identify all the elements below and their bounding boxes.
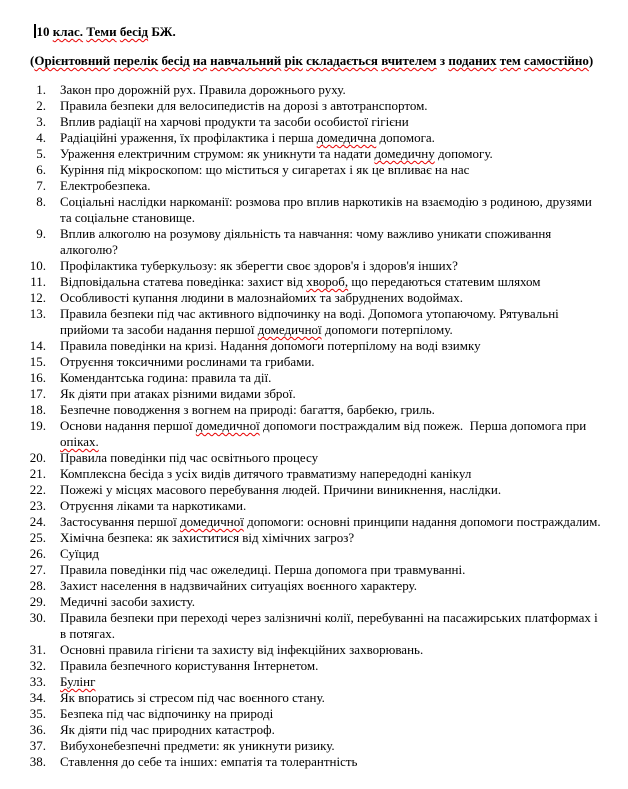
item-number: 29. [29, 594, 46, 609]
item-number: 38. [29, 754, 46, 769]
item-number: 21. [29, 466, 46, 481]
list-item [19, 386, 620, 402]
list-item [19, 546, 620, 562]
text-segment: Правила безпеки під час активного відпочинку на воді. Допомога утопаючому. Рятувальні [60, 306, 559, 321]
item-text [60, 466, 471, 482]
list-item [19, 562, 620, 578]
item-number: 11. [30, 274, 46, 289]
item-line [60, 706, 273, 722]
item-line [60, 610, 598, 626]
text-segment: Профілактика туберкульозу: як зберегти своє здоров'я і здоров'я інших? [60, 258, 458, 273]
text-segment: Правила безпечного користування Інтернетом. [60, 658, 319, 673]
item-text [60, 530, 354, 546]
list-item [19, 690, 620, 706]
item-line [60, 130, 435, 146]
item-number: 14. [29, 338, 46, 353]
item-text [60, 386, 296, 402]
misspelled-word: самостійно [524, 53, 589, 68]
item-line [60, 450, 318, 466]
item-text [60, 594, 195, 610]
list-item [19, 674, 620, 690]
item-text [60, 514, 601, 530]
item-line [60, 674, 95, 690]
item-number: 13. [29, 306, 46, 321]
misspelled-word: складається [306, 53, 378, 68]
item-text [60, 98, 428, 114]
item-line [60, 434, 586, 450]
list-item [19, 594, 620, 610]
item-number: 15. [29, 354, 46, 369]
text-segment: Хімічна безпека: як захиститися від хімічних загроз? [60, 530, 355, 545]
item-number: 31. [29, 642, 46, 657]
text-segment: 10 [36, 24, 53, 39]
item-number: 16. [29, 370, 46, 385]
text-segment: допомоги постраждалим від пожеж. Перша допомога при [259, 418, 587, 433]
text-segment: Основні правила гігієни та захисту від інфекційних захворювань. [60, 642, 424, 657]
item-line [60, 354, 315, 370]
item-number: 6. [36, 162, 46, 177]
item-text [60, 498, 246, 514]
item-number: 34. [29, 690, 46, 705]
text-segment: Електробезпека. [60, 178, 151, 193]
misspelled-word: домедичної [257, 322, 322, 337]
item-line [60, 626, 598, 642]
item-text [60, 370, 271, 386]
misspelled-word: клас. [52, 24, 84, 39]
item-line [60, 258, 458, 274]
list-item [19, 722, 620, 738]
item-text [60, 274, 541, 290]
item-line [60, 562, 465, 578]
item-text [60, 130, 435, 146]
text-segment: допомогу. [434, 146, 493, 161]
item-number: 22. [29, 482, 46, 497]
list-item [19, 226, 620, 258]
item-line [60, 754, 357, 770]
text-segment: Вплив алкоголю на розумову діяльність та навчання: чому важливо уникати споживання [60, 226, 552, 241]
item-text [60, 546, 99, 562]
text-segment: Ставлення до себе та інших: емпатія та толерантність [60, 754, 358, 769]
item-text [60, 226, 551, 258]
item-line [60, 82, 346, 98]
item-number: 3. [36, 114, 46, 129]
item-text [60, 562, 465, 578]
text-segment: допомоги потерпілому. [321, 322, 453, 337]
misspelled-word: бесід [161, 53, 190, 68]
item-line [60, 418, 586, 434]
item-line [60, 98, 428, 114]
text-segment: Безпека під час відпочинку на природі [60, 706, 274, 721]
text-segment: Як впоратись зі стресом під час воєнного стану. [60, 690, 325, 705]
text-segment: Суїцид [60, 546, 99, 561]
document-subtitle-text [30, 53, 593, 68]
item-text [60, 178, 151, 194]
item-text [60, 354, 315, 370]
text-segment: Застосування першої [60, 514, 180, 529]
item-line [60, 594, 195, 610]
list-item [19, 578, 620, 594]
text-segment: Правила безпеки для велосипедистів на дорозі з автотранспортом. [60, 98, 428, 113]
text-segment: що передаються статевим шляхом [348, 274, 541, 289]
item-text [60, 642, 423, 658]
item-text [60, 738, 335, 754]
list-item [19, 706, 620, 722]
misspelled-word: навчальний [210, 53, 282, 68]
text-segment: БЖ. [148, 24, 176, 39]
text-segment: Радіаційні ураження, їх профілактика і перша [60, 130, 317, 145]
list-item [19, 482, 620, 498]
item-line [60, 402, 435, 418]
list-item [19, 530, 620, 546]
item-text [60, 418, 586, 450]
text-segment: Куріння під мікроскопом: що міститься у сигаретах і як це впливає на нас [60, 162, 470, 177]
list-item [19, 370, 620, 386]
item-line [60, 274, 541, 290]
list-item [19, 450, 620, 466]
item-line [60, 370, 271, 386]
item-line [60, 242, 551, 258]
item-number: 10. [29, 258, 46, 273]
text-segment: Медичні засоби захисту. [60, 594, 196, 609]
list-item [19, 610, 620, 642]
text-segment: Захист населення в надзвичайних ситуаціях воєнного характеру. [60, 578, 417, 593]
item-line [60, 146, 493, 162]
item-line [60, 658, 318, 674]
text-segment: Ураження електричним струмом: як уникнути та надати [60, 146, 375, 161]
misspelled-word: домедичної [179, 514, 244, 529]
item-line [60, 738, 335, 754]
text-segment: алкоголю? [60, 242, 118, 257]
item-line [60, 466, 471, 482]
document-subtitle [30, 53, 620, 69]
item-text [60, 162, 469, 178]
list-item [19, 514, 620, 530]
list-item [19, 114, 620, 130]
misspelled-word: домедичну [374, 146, 435, 161]
list-item [19, 82, 620, 98]
item-text [60, 114, 409, 130]
list-item [19, 162, 620, 178]
text-segment: Соціальні наслідки наркоманії: розмова про вплив наркотиків на взаємодію з родиною, друзями [60, 194, 592, 209]
item-number: 8. [36, 194, 46, 209]
text-segment: Основи надання першої [60, 418, 196, 433]
document-title [34, 24, 620, 40]
text-segment: ( [30, 53, 35, 68]
item-number: 9. [36, 226, 46, 241]
item-number: 30. [29, 610, 46, 625]
text-segment: Безпечне поводження з вогнем на природі: багаття, барбекю, гриль. [60, 402, 435, 417]
misspelled-word: хвороб, [306, 274, 349, 289]
list-item [19, 418, 620, 450]
text-cursor [34, 24, 36, 38]
item-text [60, 290, 463, 306]
misspelled-word: Теми [86, 24, 117, 39]
item-number: 17. [29, 386, 46, 401]
misspelled-word: опіках. [60, 434, 99, 449]
list-item [19, 274, 620, 290]
text-segment: Комендантська година: правила та дії. [60, 370, 272, 385]
text-segment: Правила поведінки під час ожеледиці. Перша допомога при травмуванні. [60, 562, 466, 577]
item-number: 37. [29, 738, 46, 753]
item-text [60, 482, 501, 498]
item-text [60, 578, 417, 594]
item-number: 35. [29, 706, 46, 721]
item-text [60, 338, 481, 354]
misspelled-word: тем [499, 53, 521, 68]
item-line [60, 722, 275, 738]
item-number: 2. [36, 98, 46, 113]
list-item [19, 338, 620, 354]
text-segment: та соціальне становище. [60, 210, 195, 225]
item-number: 1. [36, 82, 46, 97]
item-line [60, 546, 99, 562]
item-line [60, 290, 463, 306]
item-line [60, 498, 246, 514]
item-line [60, 178, 151, 194]
text-segment: Відповідальна статева поведінка: захист від [60, 274, 307, 289]
item-line [60, 690, 325, 706]
text-segment: допомога. [376, 130, 435, 145]
item-line [60, 210, 592, 226]
item-line [60, 530, 354, 546]
item-text [60, 306, 559, 338]
text-segment: допомоги: основні принципи надання допомоги постраждалим. [243, 514, 601, 529]
item-text [60, 690, 325, 706]
item-text [60, 82, 346, 98]
misspelled-word: Орієнтовний [34, 53, 111, 68]
list-item [19, 754, 620, 770]
item-number: 25. [29, 530, 46, 545]
item-text [60, 402, 435, 418]
list-item [19, 642, 620, 658]
list-item [19, 98, 620, 114]
item-text [60, 258, 458, 274]
item-number: 24. [29, 514, 46, 529]
misspelled-word: домедичної [195, 418, 260, 433]
text-segment: Отруєння ліками та наркотиками. [60, 498, 247, 513]
list-item [19, 498, 620, 514]
item-line [60, 578, 417, 594]
item-text [60, 706, 273, 722]
misspelled-word: на [192, 53, 207, 68]
item-number: 32. [29, 658, 46, 673]
text-segment: Закон про дорожній рух. Правила дорожнього руху. [60, 82, 346, 97]
item-text [60, 194, 592, 226]
text-segment: Як діяти при атаках різними видами зброї. [60, 386, 296, 401]
item-text [60, 674, 95, 690]
item-number: 12. [29, 290, 46, 305]
item-line [60, 514, 601, 530]
list-item [19, 402, 620, 418]
list-item [19, 130, 620, 146]
item-line [60, 226, 551, 242]
list-item [19, 258, 620, 274]
item-line [60, 386, 296, 402]
item-number: 18. [29, 402, 46, 417]
text-segment: Отруєння токсичними рослинами та грибами. [60, 354, 315, 369]
item-line [60, 642, 423, 658]
misspelled-word: Булінг [60, 674, 96, 689]
item-text [60, 610, 598, 642]
list-item [19, 290, 620, 306]
list-item [19, 178, 620, 194]
text-segment: ) [588, 53, 594, 68]
list-item [19, 306, 620, 338]
list-item [19, 194, 620, 226]
text-segment: прийоми та засоби надання першої [60, 322, 258, 337]
item-text [60, 450, 318, 466]
item-number: 4. [36, 130, 46, 145]
item-text [60, 722, 275, 738]
misspelled-word: перелік [113, 53, 159, 68]
item-line [60, 322, 559, 338]
item-line [60, 114, 409, 130]
item-number: 33. [29, 674, 46, 689]
item-number: 5. [36, 146, 46, 161]
text-segment: з [436, 53, 449, 68]
item-text [60, 658, 318, 674]
topic-list [19, 82, 620, 770]
item-line [60, 194, 592, 210]
item-line [60, 482, 501, 498]
text-segment: Комплексна бесіда з усіх видів дитячого травматизму напередодні канікул [60, 466, 472, 481]
item-number: 27. [29, 562, 46, 577]
text-segment: Правила поведінки під час освітнього процесу [60, 450, 319, 465]
item-number: 7. [36, 178, 46, 193]
misspelled-word: поданих [448, 53, 497, 68]
misspelled-word: рік [284, 53, 303, 68]
item-number: 20. [29, 450, 46, 465]
document-title-text [37, 24, 176, 39]
text-segment: Вплив радіації на харчові продукти та засоби особистої гігієни [60, 114, 409, 129]
text-segment: в потягах. [60, 626, 116, 641]
item-line [60, 306, 559, 322]
list-item [19, 354, 620, 370]
item-number: 36. [29, 722, 46, 737]
item-number: 19. [29, 418, 46, 433]
item-line [60, 162, 469, 178]
item-text [60, 754, 357, 770]
list-item [19, 466, 620, 482]
item-number: 28. [29, 578, 46, 593]
misspelled-word: бесід [119, 24, 149, 39]
text-segment: Правила поведінки на кризі. Надання допомоги потерпілому на воді взимку [60, 338, 481, 353]
text-segment: Вибухонебезпечні предмети: як уникнути ризику. [60, 738, 335, 753]
misspelled-word: вчителем [381, 53, 437, 68]
item-line [60, 338, 481, 354]
list-item [19, 658, 620, 674]
list-item [19, 738, 620, 754]
list-item [19, 146, 620, 162]
misspelled-word: домедична [316, 130, 377, 145]
item-number: 26. [29, 546, 46, 561]
item-number: 23. [29, 498, 46, 513]
text-segment: Пожежі у місцях масового перебування людей. Причини виникнення, наслідки. [60, 482, 502, 497]
item-text [60, 146, 493, 162]
text-segment: Особливості купання людини в малознайомих та забруднених водоймах. [60, 290, 464, 305]
text-segment: Як діяти під час природних катастроф. [60, 722, 275, 737]
text-segment: Правила безпеки при переході через залізничні колії, перебуванні на пасажирських платформах і [60, 610, 598, 625]
